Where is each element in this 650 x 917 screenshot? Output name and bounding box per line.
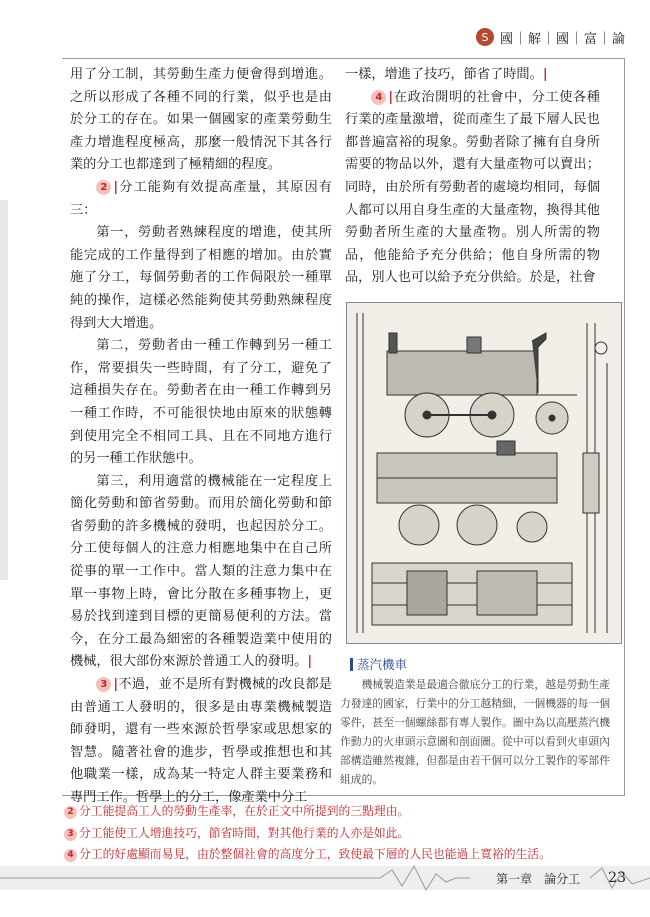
- annotation-marker-3: 3: [96, 677, 111, 692]
- right-paragraph-1: 一樣，增進了技巧，節省了時間。|: [345, 67, 548, 82]
- figure-caption-title: 蒸汽機車: [350, 655, 407, 673]
- note-item: [64, 823, 624, 845]
- page-header: [476, 24, 626, 50]
- locomotive-drawing: [347, 303, 621, 643]
- note-item: [64, 844, 624, 866]
- left-paragraph-1: 用了分工制，其勞動生產力便會得到增進。之所以形成了各種不同的行業，似乎也是由於分工的存在。如果一個國家的產業勞動生產力增進程度極高，那麼一般情況下其各行業的分工也都達到了極精細的程度。: [70, 67, 332, 173]
- note-marker: 3: [64, 828, 77, 841]
- right-paragraph-2: 4 |在政治開明的社會中，分工使各種行業的產量激增，從而產生了最下層人民也都普遍富裕的現象。勞動者除了擁有自身所需要的物品以外，還有大量產物可以賣出；同時，由於所有勞動者的處境均相同，每個人都可以用自身生產的大量產物，換得其他勞動者所生產的大量產物。別人所需的物品，他能給予充分供給；他自身所需的物品，別人也可以給予充分供給。於是，社會: [345, 89, 600, 286]
- left-paragraph-4: 第二，勞動者由一種工作轉到另一種工作，常要損失一些時間，有了分工，避免了這種損失存在。勞動者在由一種工作轉到另一種工作時，不可能很快地由原來的狀態轉到使用完全不相同工具、且在不同地方進行的另一種工作狀態中。: [70, 338, 332, 467]
- note-text: 分工的好處顯而易見，由於整個社會的高度分工，致使最下層的人民也能過上寬裕的生活。: [79, 847, 551, 861]
- series-title: 國｜解｜國｜富｜論: [499, 31, 626, 47]
- chapter-label: 第一章 論分工: [496, 871, 581, 886]
- annotation-marker-2: 2: [96, 180, 111, 195]
- annotation-marker-4: 4: [371, 90, 386, 105]
- note-marker: 2: [64, 806, 77, 819]
- left-paragraph-2: 2 |分工能夠有效提高產量，其原因有三：: [70, 179, 332, 218]
- left-paragraph-6: 3 |不過，並不是所有對機械的改良都是由普通工人發明的，很多是由專業機械製造師發明，還有一些來源於哲學家或思想家的智慧。隨著社會的進步，哲學或推想也和其他職業一樣，成為某一特定人群主要業務和專門工作。哲學上的分工，像產業中分工: [70, 677, 332, 805]
- left-paragraph-3: 第一，勞動者熟練程度的增進，使其所能完成的工作量得到了相應的增加。由於實施了分工，每個勞動者的工作侷限於一種單純的操作，這樣必然能夠使其勞動熟練程度得到大大增進。: [70, 225, 332, 331]
- note-text: 分工能提高工人的勞動生產率，在於正文中所提到的三點理由。: [79, 804, 410, 818]
- annotation-notes: [64, 801, 624, 866]
- page-footer: [496, 866, 626, 890]
- note-item: [64, 801, 624, 823]
- left-column: [70, 64, 332, 810]
- page-number: 23: [608, 870, 626, 886]
- note-text: 分工能使工人增進技巧，節省時間，對其他行業的人亦是如此。: [79, 825, 410, 840]
- note-marker: 4: [64, 849, 77, 862]
- figure-caption-body: 機械製造業是最適合徹底分工的行業，越是勞動生產力發達的國家，行業中的分工越精細，一個機器的每一個零件，甚至一個螺絲都有專人製作。圖中為以高壓蒸汽機作動力的火車頭示意圖和剖面圖。從中可以看到火車頭內部構造雖然複雜，但都是由若干個可以分工製作的零部件組成的。: [340, 678, 610, 786]
- locomotive-engraving: [346, 302, 622, 644]
- left-paragraph-5: 第三，利用適當的機械能在一定程度上簡化勞動和節省勞動。而用於簡化勞動和節省勞動的許多機械的發明，也起因於分工。分工使每個人的注意力相應地集中在自己所從事的單一工作中。當人類的注意力集中在單一事物上時，會比分散在多種事物上，更易於找到達到目標的更簡易便利的方法。當今，在分工最為細密的各種製造業中使用的機械，很大部份來源於普通工人的發明。|: [70, 473, 332, 670]
- page-edge-tab: [0, 200, 8, 580]
- series-logo-icon: S: [476, 28, 494, 46]
- right-column: [345, 64, 600, 290]
